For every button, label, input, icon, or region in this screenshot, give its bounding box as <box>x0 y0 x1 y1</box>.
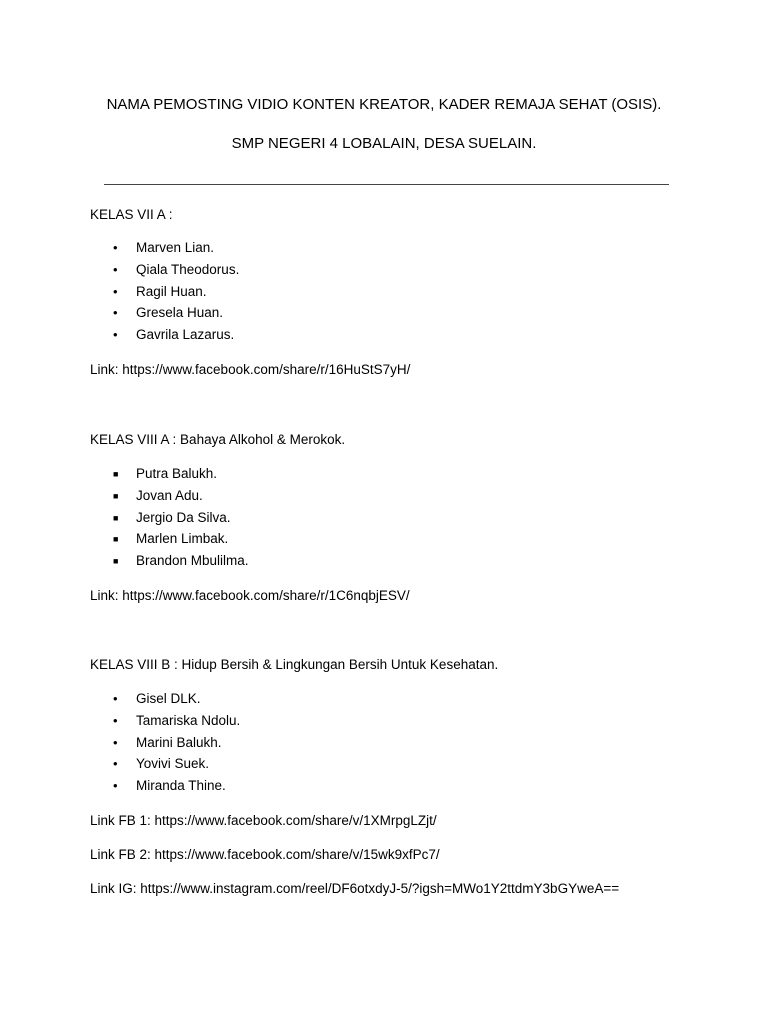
member-name: Jovan Adu. <box>136 487 203 503</box>
bullet-icon: • <box>113 261 118 277</box>
square-bullet-icon: ■ <box>113 534 119 545</box>
square-bullet-icon: ■ <box>113 556 119 567</box>
square-bullet-icon: ■ <box>113 490 119 501</box>
bullet-icon: • <box>113 283 118 299</box>
video-link-fb-2[interactable]: Link FB 2: https://www.facebook.com/share/v/15wk9xfPc7/ <box>90 847 440 862</box>
square-bullet-icon: ■ <box>113 512 119 523</box>
video-link-ig[interactable]: Link IG: https://www.instagram.com/reel/DF6otxdyJ-5/?igsh=MWo1Y2ttdmY3bGYweA== <box>90 881 620 896</box>
section-heading: KELAS VIII B : Hidup Bersih & Lingkungan Bersih Untuk Kesehatan. <box>90 657 499 672</box>
document-title: NAMA PEMOSTING VIDIO KONTEN KREATOR, KADER REMAJA SEHAT (OSIS). <box>106 96 662 113</box>
section-heading: KELAS VII A : <box>90 207 173 222</box>
bullet-icon: • <box>113 240 118 255</box>
member-name: Gresela Huan. <box>136 305 224 321</box>
member-name: Gavrila Lazarus. <box>136 327 235 343</box>
member-name: Qiala Theodorus. <box>136 261 240 277</box>
member-name: Brandon Mbulilma. <box>136 553 249 569</box>
video-link[interactable]: Link: https://www.facebook.com/share/r/1C6nqbjESV/ <box>90 588 410 603</box>
bullet-icon: • <box>113 712 118 728</box>
member-name: Tamariska Ndolu. <box>136 712 241 728</box>
section-heading: KELAS VIII A : Bahaya Alkohol & Merokok. <box>90 432 346 447</box>
video-link-fb-1[interactable]: Link FB 1: https://www.facebook.com/share/v/1XMrpgLZjt/ <box>90 813 437 828</box>
bullet-icon: • <box>113 305 118 321</box>
bullet-icon: • <box>113 691 118 706</box>
member-name: Marven Lian. <box>136 240 215 255</box>
member-name: Jergio Da Silva. <box>136 509 231 525</box>
member-name: Putra Balukh. <box>136 466 218 481</box>
bullet-icon: • <box>113 756 118 772</box>
title-divider <box>104 184 669 185</box>
member-name: Marlen Limbak. <box>136 531 229 547</box>
document-subtitle: SMP NEGERI 4 LOBALAIN, DESA SUELAIN. <box>231 135 537 152</box>
member-name: Gisel DLK. <box>136 691 201 706</box>
bullet-icon: • <box>113 778 118 794</box>
member-name: Miranda Thine. <box>136 778 226 794</box>
square-bullet-icon: ■ <box>113 469 119 479</box>
bullet-icon: • <box>113 327 118 343</box>
member-name: Yovivi Suek. <box>136 756 210 772</box>
bullet-icon: • <box>113 734 118 750</box>
member-name: Ragil Huan. <box>136 283 207 299</box>
member-name: Marini Balukh. <box>136 734 222 750</box>
video-link[interactable]: Link: https://www.facebook.com/share/r/16HuStS7yH/ <box>90 362 411 377</box>
